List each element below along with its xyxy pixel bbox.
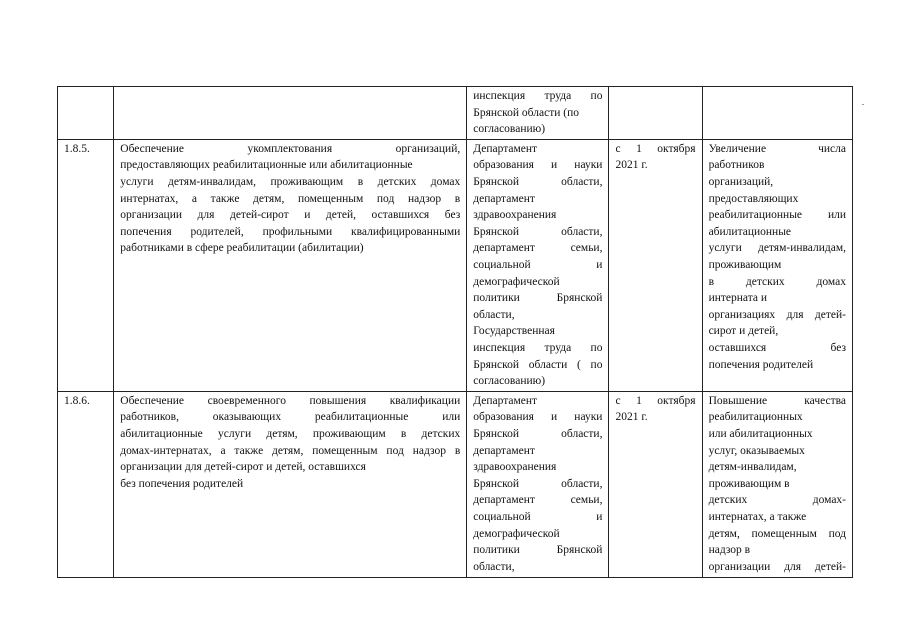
cell-num [58,87,114,140]
exec-text-line: департамент семьи, [473,494,603,507]
result-text-line: надзор в [708,544,751,557]
measure-text-line: абилитационные услуги детям, проживающим в детских [120,427,461,440]
result-text-line: организации для детей- [708,560,846,573]
result-text-line: услуги детям-инвалидам, [708,242,846,255]
measure-text-line: работников, оказывающих реабилитационные или [120,411,461,424]
measure-text-line: работниками в сфере реабилитации (абилитации) [120,242,364,255]
measure-text-line: предоставляющих реабилитационные или абилитационные [120,159,413,172]
exec-text-line: согласованию) [473,123,546,136]
exec-text-line: области, [473,308,515,321]
exec-text-line: Брянской области, [473,477,603,490]
exec-text-line: политики Брянской [473,292,603,305]
result-text-line: абилитационные [708,225,792,238]
result-text-line: Увеличение числа [708,142,846,155]
cell-num [58,391,114,577]
measure-text-line: услуги детям-инвалидам, проживающим в детских домах [120,175,461,188]
exec-text-line: Брянской области ( по [473,358,603,371]
term-text-line: с 1 октября [615,142,696,155]
measures-table [57,86,853,578]
cell-exec [467,391,609,577]
measure-text-line: домах-интернатах, а также детям, помещенным под надзор в [120,444,461,457]
exec-text-line: области, [473,560,515,573]
result-text-line: организациях для детей- [708,308,846,321]
cell-measure [114,391,467,577]
exec-text-line: образования и науки [473,159,603,172]
measure-text-line: попечения родителей, профильными квалифицированными [120,225,461,238]
result-text-line: проживающим в [708,477,790,490]
exec-text-line: Государственная [473,325,555,338]
result-text-line: сирот и детей, [708,325,779,338]
measure-text-line: Обеспечение укомплектования организаций, [120,142,461,155]
exec-text-line: Брянской области (по [473,106,579,119]
cell-term [609,391,702,577]
cell-exec [467,139,609,391]
result-text-line: предоставляющих [708,192,799,205]
result-text-line: интерната и [708,292,768,305]
result-text-line: услуг, оказываемых [708,444,805,457]
table-body [58,87,853,578]
exec-text-line: образования и науки [473,411,603,424]
result-text-line: организаций, [708,175,774,188]
exec-text-line: здравоохранения [473,461,557,474]
cell-measure [114,139,467,391]
table-row [58,139,853,391]
result-text-line: оставшихся без [708,341,846,354]
measure-text-line: организации для детей-сирот и детей, оставшихся [120,461,366,474]
term-text-line: 2021 г. [615,159,648,172]
cell-result [702,139,852,391]
exec-text-line: Департамент [473,142,538,155]
exec-text-line: департамент [473,444,535,457]
exec-text-line: согласованию) [473,375,546,388]
cell-result [702,87,852,140]
result-text-line: детских домах- [708,494,846,507]
measure-text-line: организации для детей-сирот и детей, оставшихся без [120,209,461,222]
exec-text-line: департамент семьи, [473,242,603,255]
exec-text-line: инспекция труда по [473,341,603,354]
row-number: 1.8.6. [64,394,90,407]
exec-text-line: политики Брянской [473,544,603,557]
cell-term [609,87,702,140]
measure-text-line: Обеспечение своевременного повышения квалификации [120,394,461,407]
exec-text-line: социальной и [473,510,603,523]
cell-measure [114,87,467,140]
exec-text-line: инспекция труда по [473,90,603,102]
result-text-line: детям, помещенным под [708,527,846,540]
exec-text-line: демографической [473,527,560,540]
result-text-line: реабилитационные или [708,209,846,222]
cell-exec [467,87,609,140]
result-text-line: интернатах, а также [708,510,807,523]
cell-num [58,139,114,391]
exec-text-line: демографической [473,275,560,288]
term-text-line: с 1 октября [615,394,696,407]
scan-speck [862,104,864,105]
result-text-line: детям-инвалидам, [708,461,797,474]
exec-text-line: Департамент [473,394,538,407]
result-text-line: попечения родителей [708,358,814,371]
measure-text-line: интернатах, а также детям, помещенным под надзор в [120,192,461,205]
result-text-line: в детских домах [708,275,846,288]
exec-text-line: департамент [473,192,535,205]
result-text-line: проживающим [708,258,782,271]
result-text-line: Повышение качества [708,394,846,407]
measure-text-line: без попечения родителей [120,477,244,490]
exec-text-line: социальной и [473,258,603,271]
exec-text-line: здравоохранения [473,209,557,222]
cell-term [609,139,702,391]
cell-result [702,391,852,577]
exec-text-line: Брянской области, [473,427,603,440]
table-row [58,391,853,577]
table-row [58,87,853,140]
exec-text-line: Брянской области, [473,225,603,238]
result-text-line: реабилитационных [708,411,803,424]
row-number: 1.8.5. [64,142,90,155]
term-text-line: 2021 г. [615,411,648,424]
result-text-line: или абилитационных [708,427,813,440]
exec-text-line: Брянской области, [473,175,603,188]
result-text-line: работников [708,159,765,172]
